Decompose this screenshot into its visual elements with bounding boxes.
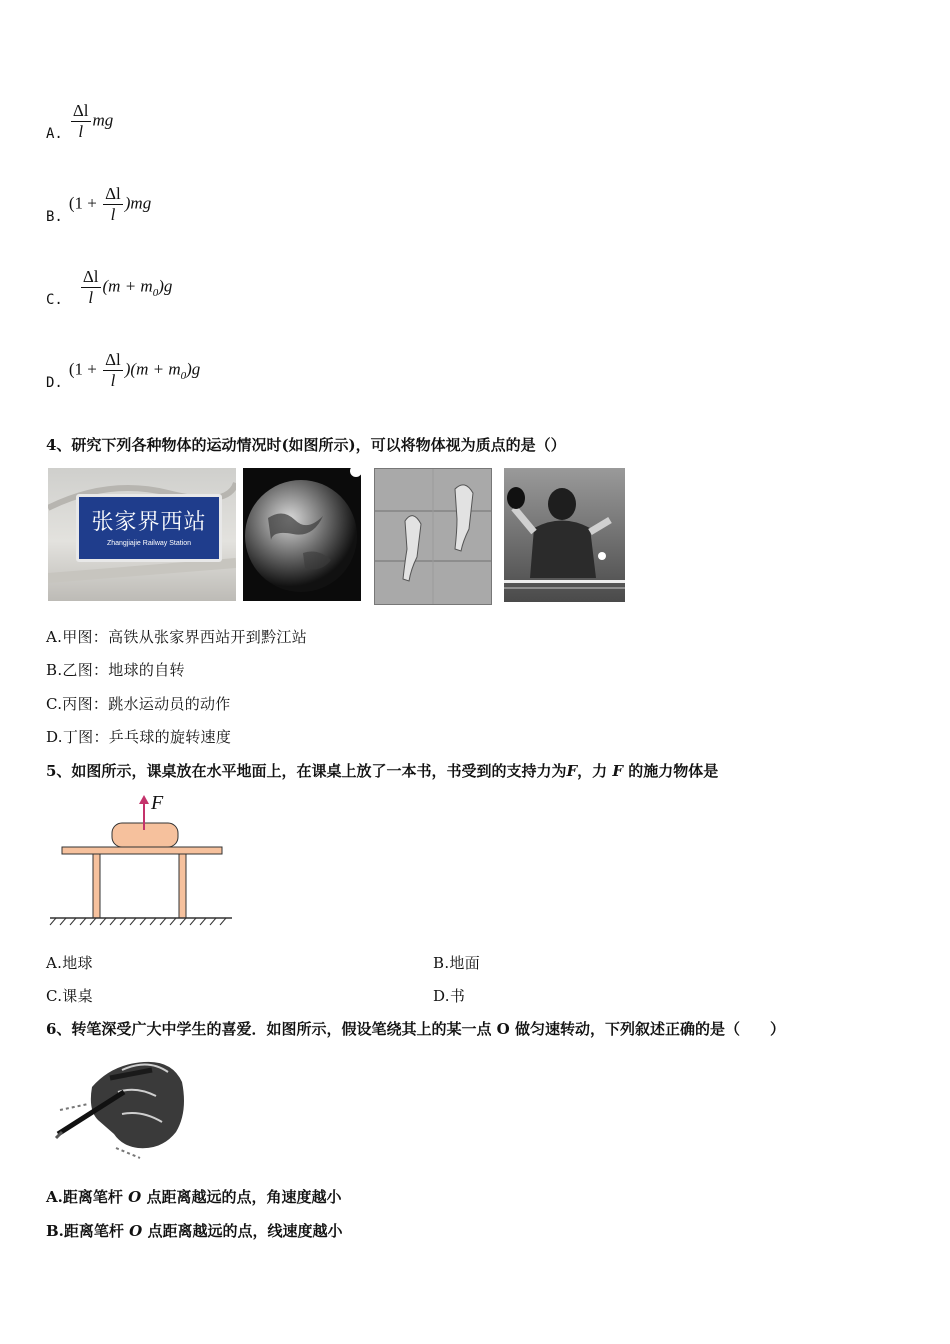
q5-option-b: B.地面	[433, 954, 480, 972]
point-o: O	[128, 1188, 142, 1206]
station-sign-photo	[48, 468, 236, 601]
q5-stem-start: 5、如图所示，课桌放在水平地面上，在课桌上放了一本书，书受到的支持力为	[46, 762, 567, 780]
option-text-pre: 距离笔杆	[63, 1222, 124, 1240]
q3-option-a	[46, 100, 113, 142]
sign-cn: 张家界西站	[91, 510, 207, 535]
q4-stem: 4、研究下列各种物体的运动情况时(如图所示)，可以将物体视为质点的是（）	[46, 436, 566, 454]
numerator: Δl	[82, 266, 99, 286]
q5-stem-mid: ，力	[577, 762, 608, 780]
option-label: C.	[46, 292, 63, 308]
formula-tail2: )g	[186, 358, 201, 378]
desk-book-figure	[48, 790, 238, 930]
option-label: B.	[46, 209, 63, 225]
force-label: F	[151, 792, 164, 814]
hand-pen-icon	[52, 1052, 188, 1160]
formula-tail: (m + m	[102, 275, 153, 295]
divers-figure	[375, 469, 491, 604]
q5-option-c: C.课桌	[46, 987, 93, 1005]
option-label: A.	[46, 126, 63, 142]
formula-c	[79, 267, 173, 308]
q5-option-a: A.地球	[46, 954, 93, 972]
formula-tail: )(m + m	[124, 358, 181, 378]
q6-option-b	[46, 1220, 342, 1241]
fraction	[71, 101, 91, 142]
formula-d	[69, 350, 200, 391]
q4-option-b: B.乙图：地球的自转	[46, 661, 185, 679]
option-text-post: 点距离越远的点，角速度越小	[146, 1188, 342, 1206]
option-prefix: B.	[46, 1222, 64, 1240]
denominator: l	[110, 370, 116, 390]
subscript: 0	[180, 369, 187, 382]
force-symbol: F	[566, 762, 578, 780]
formula-open: (1 +	[68, 358, 97, 378]
q6-option-a	[46, 1186, 341, 1207]
fraction	[103, 184, 123, 225]
q3-option-b	[46, 183, 151, 225]
formula-tail2: )g	[158, 275, 173, 295]
sign-en: Zhangjiajie Railway Station	[106, 540, 192, 547]
formula-tail: mg	[92, 109, 114, 129]
q6-stem: 6、转笔深受广大中学生的喜爱．如图所示，假设笔绕其上的某一点 O 做匀速转动，下列叙述正确的是（ ）	[46, 1020, 785, 1038]
option-text-post: 点距离越远的点，线速度越小	[147, 1222, 343, 1240]
formula-tail: )mg	[124, 192, 152, 212]
fraction	[103, 350, 123, 391]
denominator: l	[78, 121, 84, 141]
numerator: Δl	[105, 349, 121, 369]
q5-stem	[46, 760, 718, 781]
fraction	[81, 267, 101, 308]
pen-spinning-hand-figure	[52, 1052, 188, 1160]
denominator: l	[88, 287, 94, 307]
q4-option-c: C.丙图：跳水运动员的动作	[46, 695, 231, 713]
formula-a	[69, 101, 113, 142]
formula-b	[69, 184, 151, 225]
point-o: O	[129, 1222, 143, 1240]
force-symbol: F	[612, 762, 624, 780]
option-label: D.	[46, 375, 63, 391]
table-tennis-figure	[504, 468, 625, 602]
divers-photo	[374, 468, 492, 605]
option-prefix: A.	[46, 1188, 63, 1206]
numerator: Δl	[72, 100, 89, 120]
numerator: Δl	[105, 183, 121, 203]
option-text-pre: 距离笔杆	[62, 1188, 123, 1206]
table-tennis-photo	[504, 468, 625, 602]
station-sign	[76, 494, 222, 562]
q4-option-a: A.甲图：高铁从张家界西站开到黔江站	[46, 628, 308, 646]
subscript: 0	[152, 286, 159, 299]
q5-option-d: D.书	[433, 987, 466, 1005]
formula-open: (1 +	[68, 192, 97, 212]
q3-option-c	[46, 266, 172, 308]
q4-option-d: D.丁图：乒乓球的旋转速度	[46, 728, 232, 746]
earth-photo	[243, 468, 361, 601]
denominator: l	[110, 204, 116, 224]
earth-icon	[243, 468, 361, 601]
desk-diagram	[48, 790, 238, 930]
q5-stem-end: 的施力物体是	[628, 762, 719, 780]
q3-option-d	[46, 349, 200, 391]
